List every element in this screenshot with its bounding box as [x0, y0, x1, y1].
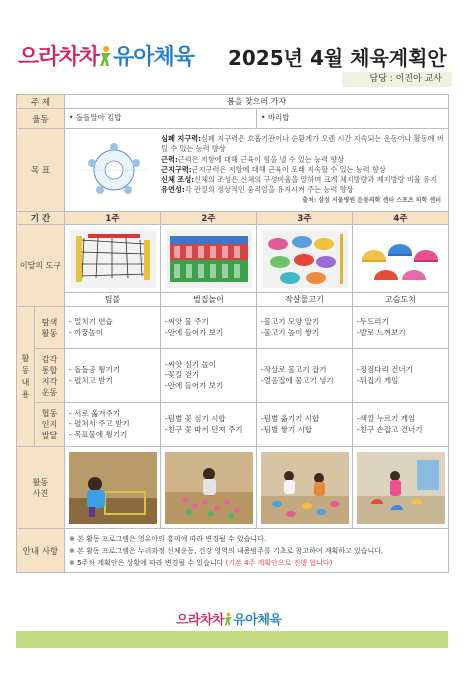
- activity-cell: -물고기 모양 알기 -물고기 높이 쌓기: [257, 307, 353, 349]
- footer-logo-figure-icon: [224, 612, 233, 626]
- activity-cell: -씨앗 심기 놀이 -꽃길 걷기 -안에 들어가 보기: [161, 349, 257, 403]
- activity-photo-2: [161, 447, 257, 529]
- activity-cell: -팀별 옮기기 시합 -팀별 쌓기 시합: [257, 403, 353, 447]
- plan-table: [16, 94, 449, 573]
- activity-cell: -두드리기 -발로 느껴보기: [353, 307, 449, 349]
- song-item-2: • 바리밥: [257, 109, 449, 129]
- notice-line: ※ 본 활동 프로그램은 영유아의 흥미에 따라 변경될 수 있습니다.: [69, 534, 267, 543]
- tool-name-3: 작살물고기: [257, 293, 353, 307]
- week-4-header: 4주: [353, 212, 449, 225]
- activity-photo-4: [353, 447, 449, 529]
- goals-diagram-icon: [73, 138, 155, 202]
- activity-cell: -팀별 꽃 심기 시합 -친구 꽃 따서 던져 주기: [161, 403, 257, 447]
- tool-image-3: [257, 225, 353, 293]
- activity-cell: -색깔 누르기 게임 -친구 손잡고 건너기: [353, 403, 449, 447]
- team-ball-net-icon: [70, 230, 156, 288]
- activity-cell: -징검다리 건너기 -뒤집기 게임: [353, 349, 449, 403]
- footer-bar: [16, 631, 448, 648]
- activities-side-label: 활 동 내 용: [17, 307, 35, 447]
- song-item-1: • 돌돌말아 김밥: [65, 109, 257, 129]
- notice-line: ※ 본 활동 프로그램은 누리과정 신체운동, 건강 영역의 내용범주를 기초로 참고하여 계획하고 있습니다.: [69, 546, 384, 555]
- balance-pods-icon: [358, 230, 444, 288]
- goal-row: 심폐 지구력:심폐 지구력은 호흡기관이나 순환계가 오랜 시간 지속되는 운동이나 활동에 버틸 수 있는 능력 향상: [161, 134, 444, 154]
- goals-text: [161, 133, 448, 206]
- activity-photo-icon: [261, 452, 349, 524]
- goal-row: 신체 조성:신체의 조성은 신체의 구성비율을 말하며 크게 체지방량과 제지방량 비율 유지: [161, 175, 437, 185]
- week-2-header: 2주: [161, 212, 257, 225]
- photos-label: 활동 사진: [17, 447, 65, 529]
- goal-row: 유연성:각 관절의 정상적인 움직임을 유지시켜 주는 능력 향상: [161, 185, 354, 195]
- activity-group-label-2: 감각 통합 지각 운동: [35, 349, 65, 403]
- logo-figure-icon: [99, 45, 113, 67]
- page-header: [0, 0, 466, 92]
- footer-logo: [176, 609, 281, 628]
- notice-text: [65, 529, 449, 573]
- tool-name-1: 팀볼: [65, 293, 161, 307]
- activity-photo-3: [257, 447, 353, 529]
- activity-group-label-3: 협동 인지 발달: [35, 403, 65, 447]
- activity-cell: - 서로 옮겨주기 - 펼쳐서 주고 받기 - 목표물에 튕기기: [65, 403, 161, 447]
- notice-label: 안내 사항: [17, 529, 65, 573]
- week-3-header: 3주: [257, 212, 353, 225]
- goal-row: 근력:근력은 저항에 대해 근육이 힘을 낼 수 있는 능력 향상: [161, 154, 345, 164]
- week-1-header: 1주: [65, 212, 161, 225]
- activity-photo-icon: [165, 452, 253, 524]
- page-title: 2025년 4월 체육계획안: [228, 46, 447, 70]
- brand-logo: [18, 40, 194, 71]
- activity-cell: - 돌돌공 튕기기 - 펼치고 받기: [65, 349, 161, 403]
- fish-toys-icon: [262, 230, 348, 288]
- tool-name-4: 고슴도치: [353, 293, 449, 307]
- footer-logo-part2: 유아체육: [233, 613, 282, 628]
- period-label: 기 간: [17, 212, 65, 225]
- tool-image-4: [353, 225, 449, 293]
- goals-label: 목 표: [17, 129, 65, 212]
- footer-logo-part1: 으라차차: [176, 613, 225, 628]
- activity-cell: -씨앗 물 주기 -안에 들어가 보기: [161, 307, 257, 349]
- honeycomb-blocks-icon: [166, 230, 252, 288]
- activity-cell: - 멀치기 연습 - 까꿍놀이: [65, 307, 161, 349]
- activity-photo-icon: [69, 452, 157, 524]
- teacher-label: 담당 : 이진아 교사: [342, 72, 452, 87]
- tool-name-2: 벌집놀이: [161, 293, 257, 307]
- theme-label: 주 제: [17, 95, 65, 109]
- logo-text-part2: 유아체육: [113, 45, 195, 70]
- logo-text-part1: 으라차차: [18, 45, 100, 70]
- activity-photo-1: [65, 447, 161, 529]
- tool-image-1: [65, 225, 161, 293]
- song-label: 율동: [17, 109, 65, 129]
- goals-source: 출처: 삼성 서울병원 운동의학 센터 스포츠 의학 센터: [302, 196, 441, 204]
- theme-value: 봄을 찾으러 가자: [65, 95, 449, 109]
- activity-cell: -작살로 물고기 잡기 -얼음집에 물고기 넣기: [257, 349, 353, 403]
- tool-image-2: [161, 225, 257, 293]
- goal-row: 근지구력:근지구력은 저항에 대해 근육이 오래 지속할 수 있는 능력 향상: [161, 164, 386, 174]
- activity-group-label-1: 탐색 활동: [35, 307, 65, 349]
- notice-line: ※ 5주차 계획안은 상황에 따라 변경될 수 있습니다 (기본 4주 계획안으로 진행 합니다): [69, 558, 333, 567]
- tools-label: 이달의 도구: [17, 225, 65, 307]
- activity-photo-icon: [357, 452, 445, 524]
